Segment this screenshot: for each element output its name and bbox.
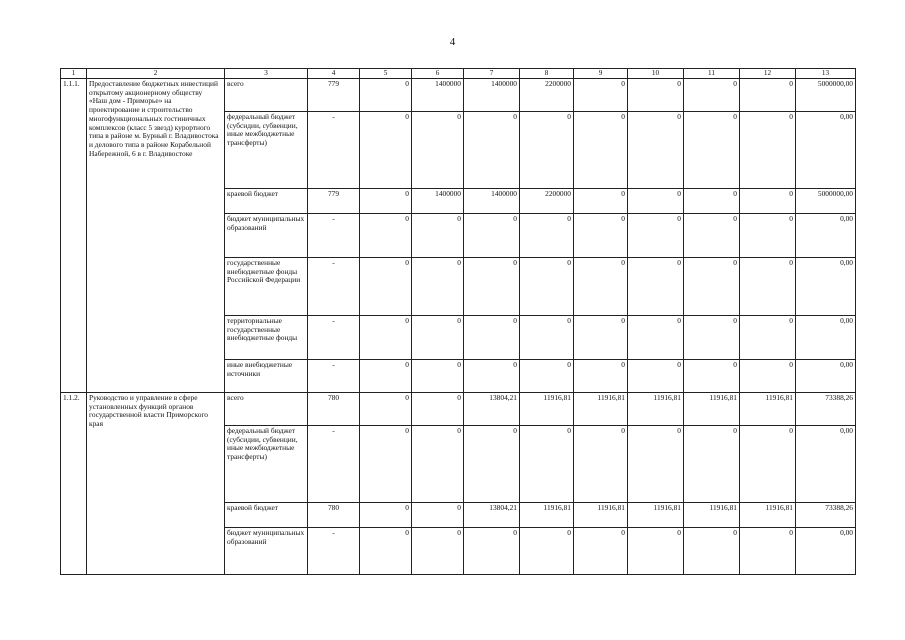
value-c12: 11916,81 [740, 393, 796, 426]
value-c10: 0 [628, 258, 684, 316]
value-c12: 11916,81 [740, 503, 796, 528]
value-c10: 11916,81 [628, 393, 684, 426]
value-c6: 1400000 [412, 189, 464, 214]
value-c8: 0 [520, 258, 574, 316]
value-c12: 0 [740, 214, 796, 258]
value-c9: 0 [574, 360, 628, 393]
column-number-2: 2 [87, 69, 225, 79]
funding-source: краевой бюджет [225, 189, 308, 214]
value-c11: 11916,81 [684, 393, 740, 426]
value-c6: 0 [412, 214, 464, 258]
value-c11: 0 [684, 528, 740, 575]
value-c9: 0 [574, 112, 628, 189]
value-c7: 0 [464, 112, 520, 189]
indicator-code: - [308, 316, 360, 360]
value-c9: 0 [574, 528, 628, 575]
value-c9: 0 [574, 316, 628, 360]
column-number-8: 8 [520, 69, 574, 79]
value-c5: 0 [360, 214, 412, 258]
funding-source: федеральный бюджет (субсидии, субвенции, иные межбюджетные трансферты) [225, 112, 308, 189]
value-c11: 11916,81 [684, 503, 740, 528]
item-title: Руководство и управление в сфере установленных функций органов государственной власти Приморского края [87, 393, 225, 575]
value-c12: 0 [740, 112, 796, 189]
value-c11: 0 [684, 189, 740, 214]
funding-source: территориальные государственные внебюджетные фонды [225, 316, 308, 360]
value-c13: 0,00 [796, 426, 856, 503]
item-title: Предоставление бюджетных инвестиций открытому акционерному обществу «Наш дом - Приморье» на проектирование и строительство многофункциональных гостиничных комплексов (класс 5 звезд) курортного типа в районе м. Бурный г. Владивостока и делового типа в районе Корабельной Набережной, 6 в г. Владивостоке [87, 79, 225, 393]
value-c9: 11916,81 [574, 393, 628, 426]
value-c8: 2200000 [520, 189, 574, 214]
value-c10: 11916,81 [628, 503, 684, 528]
value-c8: 11916,81 [520, 393, 574, 426]
value-c6: 0 [412, 503, 464, 528]
value-c5: 0 [360, 503, 412, 528]
value-c6: 1400000 [412, 79, 464, 112]
value-c5: 0 [360, 79, 412, 112]
value-c8: 0 [520, 528, 574, 575]
value-c8: 0 [520, 360, 574, 393]
value-c9: 0 [574, 214, 628, 258]
value-c11: 0 [684, 426, 740, 503]
column-number-3: 3 [225, 69, 308, 79]
value-c8: 0 [520, 112, 574, 189]
value-c10: 0 [628, 360, 684, 393]
table-body [61, 69, 856, 575]
column-number-12: 12 [740, 69, 796, 79]
page-number: 4 [449, 36, 456, 48]
value-c7: 0 [464, 214, 520, 258]
value-c10: 0 [628, 426, 684, 503]
value-c13: 0,00 [796, 316, 856, 360]
value-c13: 0,00 [796, 258, 856, 316]
column-number-1: 1 [61, 69, 87, 79]
column-number-13: 13 [796, 69, 856, 79]
value-c5: 0 [360, 189, 412, 214]
value-c7: 0 [464, 316, 520, 360]
value-c11: 0 [684, 79, 740, 112]
value-c13: 0,00 [796, 112, 856, 189]
indicator-code: 780 [308, 503, 360, 528]
value-c7: 1400000 [464, 189, 520, 214]
value-c12: 0 [740, 258, 796, 316]
value-c13: 0,00 [796, 214, 856, 258]
value-c5: 0 [360, 426, 412, 503]
value-c7: 1400000 [464, 79, 520, 112]
value-c10: 0 [628, 112, 684, 189]
column-number-11: 11 [684, 69, 740, 79]
value-c7: 13804,21 [464, 393, 520, 426]
value-c12: 0 [740, 79, 796, 112]
value-c11: 0 [684, 112, 740, 189]
funding-source: краевой бюджет [225, 503, 308, 528]
value-c5: 0 [360, 528, 412, 575]
funding-source: государственные внебюджетные фонды Российской Федерации [225, 258, 308, 316]
value-c8: 0 [520, 426, 574, 503]
indicator-code: - [308, 360, 360, 393]
value-c8: 0 [520, 316, 574, 360]
indicator-code: - [308, 112, 360, 189]
indicator-code: - [308, 214, 360, 258]
value-c5: 0 [360, 112, 412, 189]
value-c13: 0,00 [796, 360, 856, 393]
value-c9: 11916,81 [574, 503, 628, 528]
value-c12: 0 [740, 360, 796, 393]
value-c6: 0 [412, 393, 464, 426]
column-number-4: 4 [308, 69, 360, 79]
column-number-6: 6 [412, 69, 464, 79]
funding-source: всего [225, 79, 308, 112]
table-row [61, 393, 856, 426]
value-c7: 0 [464, 528, 520, 575]
column-number-7: 7 [464, 69, 520, 79]
item-code: 1.1.1. [61, 79, 87, 393]
value-c5: 0 [360, 393, 412, 426]
value-c11: 0 [684, 316, 740, 360]
indicator-code: - [308, 426, 360, 503]
value-c11: 0 [684, 360, 740, 393]
value-c11: 0 [684, 258, 740, 316]
value-c13: 5000000,00 [796, 79, 856, 112]
value-c9: 0 [574, 189, 628, 214]
value-c9: 0 [574, 258, 628, 316]
value-c9: 0 [574, 426, 628, 503]
value-c13: 73388,26 [796, 393, 856, 426]
value-c13: 5000000,00 [796, 189, 856, 214]
value-c6: 0 [412, 258, 464, 316]
value-c6: 0 [412, 360, 464, 393]
value-c10: 0 [628, 79, 684, 112]
funding-source: бюджет муниципальных образований [225, 214, 308, 258]
value-c8: 11916,81 [520, 503, 574, 528]
value-c6: 0 [412, 426, 464, 503]
value-c13: 0,00 [796, 528, 856, 575]
value-c12: 0 [740, 316, 796, 360]
value-c9: 0 [574, 79, 628, 112]
value-c6: 0 [412, 528, 464, 575]
value-c10: 0 [628, 214, 684, 258]
value-c11: 0 [684, 214, 740, 258]
value-c7: 0 [464, 426, 520, 503]
indicator-code: - [308, 258, 360, 316]
indicator-code: 779 [308, 189, 360, 214]
funding-source: бюджет муниципальных образований [225, 528, 308, 575]
value-c7: 13804,21 [464, 503, 520, 528]
value-c7: 0 [464, 258, 520, 316]
value-c10: 0 [628, 189, 684, 214]
value-c13: 73388,26 [796, 503, 856, 528]
item-code: 1.1.2. [61, 393, 87, 575]
column-number-10: 10 [628, 69, 684, 79]
column-number-row [61, 69, 856, 79]
value-c6: 0 [412, 112, 464, 189]
value-c7: 0 [464, 360, 520, 393]
budget-table [60, 68, 856, 575]
indicator-code: 779 [308, 79, 360, 112]
column-number-5: 5 [360, 69, 412, 79]
column-number-9: 9 [574, 69, 628, 79]
indicator-code: - [308, 528, 360, 575]
value-c10: 0 [628, 528, 684, 575]
value-c5: 0 [360, 258, 412, 316]
table-row [61, 79, 856, 112]
value-c12: 0 [740, 426, 796, 503]
funding-source: всего [225, 393, 308, 426]
value-c8: 2200000 [520, 79, 574, 112]
funding-source: федеральный бюджет (субсидии, субвенции, иные межбюджетные трансферты) [225, 426, 308, 503]
value-c12: 0 [740, 189, 796, 214]
value-c5: 0 [360, 316, 412, 360]
funding-source: иные внебюджетные источники [225, 360, 308, 393]
value-c10: 0 [628, 316, 684, 360]
value-c12: 0 [740, 528, 796, 575]
indicator-code: 780 [308, 393, 360, 426]
value-c8: 0 [520, 214, 574, 258]
value-c5: 0 [360, 360, 412, 393]
value-c6: 0 [412, 316, 464, 360]
